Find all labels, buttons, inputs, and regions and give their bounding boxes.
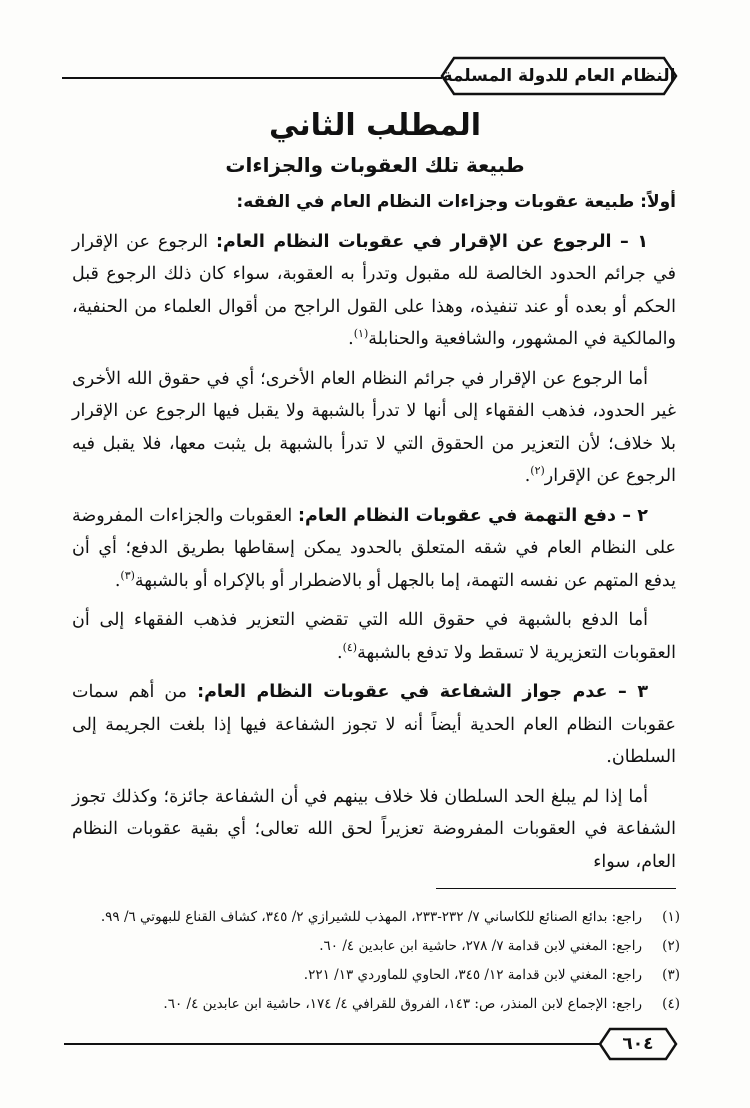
- footnote-number: (٢): [662, 938, 680, 954]
- paragraph-lead: ١ – الرجوع عن الإقرار في عقوبات النظام العام:: [216, 231, 648, 252]
- footnote-text: راجع: الإجماع لابن المنذر، ص: ١٤٣، الفروق للقرافي ٤/ ١٧٤، حاشية ابن عابدين ٤/ ٦٠.: [163, 996, 642, 1012]
- running-header-title: النظام العام للدولة المسلمة: [442, 66, 676, 86]
- paragraph-lead: ٢ – دفع التهمة في عقوبات النظام العام:: [298, 505, 648, 526]
- page-number-badge: [598, 1026, 678, 1062]
- main-text: [72, 186, 676, 885]
- footnote: [66, 903, 680, 932]
- footnote-number: (٣): [662, 967, 680, 983]
- header-rule: [62, 77, 442, 79]
- footnote: [66, 990, 680, 1019]
- running-header: [440, 55, 678, 97]
- footnote-text: راجع: المغني لابن قدامة ١٢/ ٣٤٥، الحاوي للماوردي ١٣/ ٢٢١.: [303, 967, 642, 983]
- paragraph: أما الدفع بالشبهة في حقوق الله التي تقضي التعزير فذهب الفقهاء إلى أن العقوبات التعزيرية لا تسقط ولا تدفع بالشبهة$^{(٤)}$.: [72, 610, 676, 663]
- section-title: المطلب الثاني: [268, 108, 481, 143]
- footnote: [66, 932, 680, 961]
- paragraph-text: أما الرجوع عن الإقرار في جرائم النظام العام الأخرى؛ أي في حقوق الله الأخرى غير الحدود، فذهب الفقهاء إلى أنها لا تدرأ بالشبهة ولا يقبل فيها الرجوع عن الإقرار بلا خلاف؛ لأن التعزير من الحقوق التي لا تدرأ بالشبهة بل يثبت معها، فلا يقبل فيه الرجوع عن الإقرار: [72, 368, 676, 486]
- paragraph-text: الرجوع عن الإقرار في جرائم الحدود الخالصة لله مقبول وتدرأ به العقوبة، سواء كان ذلك الرجوع قبل الحكم أو بعده أو عند تنفيذه، وهذا على القول الراجح من أقوال العلماء من الحنفية، والمالكية في المشهور، والشافعية والحنابلة: [72, 231, 676, 349]
- footnote: [66, 961, 680, 990]
- footnote-ref: (١): [353, 327, 369, 341]
- footnote-number: (١): [662, 909, 680, 925]
- paragraph: [72, 676, 676, 774]
- footnote-separator: [436, 888, 676, 889]
- paragraph-text: أما إذا لم يبلغ الحد السلطان فلا خلاف بينهم في أن الشفاعة جائزة؛ وكذلك تجوز الشفاعة في العقوبات المفروضة تعزيراً لحق الله تعالى؛ أي بقية عقوبات النظام العام، سواء: [72, 786, 676, 872]
- footnote-text: راجع: بدائع الصنائع للكاساني ٧/ ٢٣٢-٢٣٣، المهذب للشيرازي ٢/ ٣٤٥، كشاف القناع للبهوتي ٦/ ٩٩.: [100, 909, 642, 925]
- paragraph: ١ – الرجوع عن الإقرار في عقوبات النظام العام: الرجوع عن الإقرار في جرائم الحدود الخالصة لله مقبول وتدرأ به العقوبة، سواء كان ذلك الرجوع قبل الحكم أو بعده أو عند تنفيذه، وهذا على القول الراجح من أقوال العلماء من الحنفية، والمالكية في المشهور، والشافعية والحنابلة$^{(١)}$.: [72, 231, 676, 349]
- intro-heading: أولاً: طبيعة عقوبات وجزاءات النظام العام في الفقه:: [236, 192, 676, 212]
- footer-rule: [64, 1043, 600, 1045]
- footnote-text: راجع: المغني لابن قدامة ٧/ ٢٧٨، حاشية ابن عابدين ٤/ ٦٠.: [319, 938, 642, 954]
- page-number: ٦٠٤: [622, 1034, 654, 1054]
- footnote-number: (٤): [662, 996, 680, 1012]
- paragraph: ٢ – دفع التهمة في عقوبات النظام العام: العقوبات والجزاءات المفروضة على النظام العام في شقه المتعلق بالحدود يمكن إسقاطها بطريق الدفع؛ أي أن يدفع المتهم عن نفسه التهمة، إما بالجهل أو بالاضطرار أو بالإكراه أو بالشبهة$^{(٣)}$.: [72, 505, 676, 591]
- footnote-ref: (٢): [530, 464, 545, 478]
- paragraph-lead: ٣ – عدم جواز الشفاعة في عقوبات النظام العام:: [197, 682, 648, 702]
- section-subtitle: طبيعة تلك العقوبات والجزاءات: [225, 153, 525, 177]
- paragraph: [72, 781, 676, 879]
- footnote-ref: (٣): [120, 568, 135, 582]
- paragraph-text: من أهم سمات عقوبات النظام العام الحدية أيضاً أنه لا تجوز الشفاعة فيها إذا بلغت الجريمة إلى السلطان.: [72, 682, 676, 767]
- footnotes: [66, 903, 680, 1019]
- footnote-ref: (٤): [342, 640, 358, 654]
- paragraph: أما الرجوع عن الإقرار في جرائم النظام العام الأخرى؛ أي في حقوق الله الأخرى غير الحدود، فذهب الفقهاء إلى أنها لا تدرأ بالشبهة ولا يقبل فيها الرجوع عن الإقرار بلا خلاف؛ لأن التعزير من الحقوق التي لا تدرأ بالشبهة بل يثبت معها، فلا يقبل فيه الرجوع عن الإقرار$^{(٢)}$.: [72, 368, 676, 486]
- paragraph-text: العقوبات والجزاءات المفروضة على النظام العام في شقه المتعلق بالحدود يمكن إسقاطها بطريق الدفع؛ أي أن يدفع المتهم عن نفسه التهمة، إما بالجهل أو بالاضطرار أو بالإكراه أو بالشبهة: [72, 505, 676, 591]
- paragraph-text: أما الدفع بالشبهة في حقوق الله التي تقضي التعزير فذهب الفقهاء إلى أن العقوبات التعزيرية لا تسقط ولا تدفع بالشبهة: [72, 610, 676, 663]
